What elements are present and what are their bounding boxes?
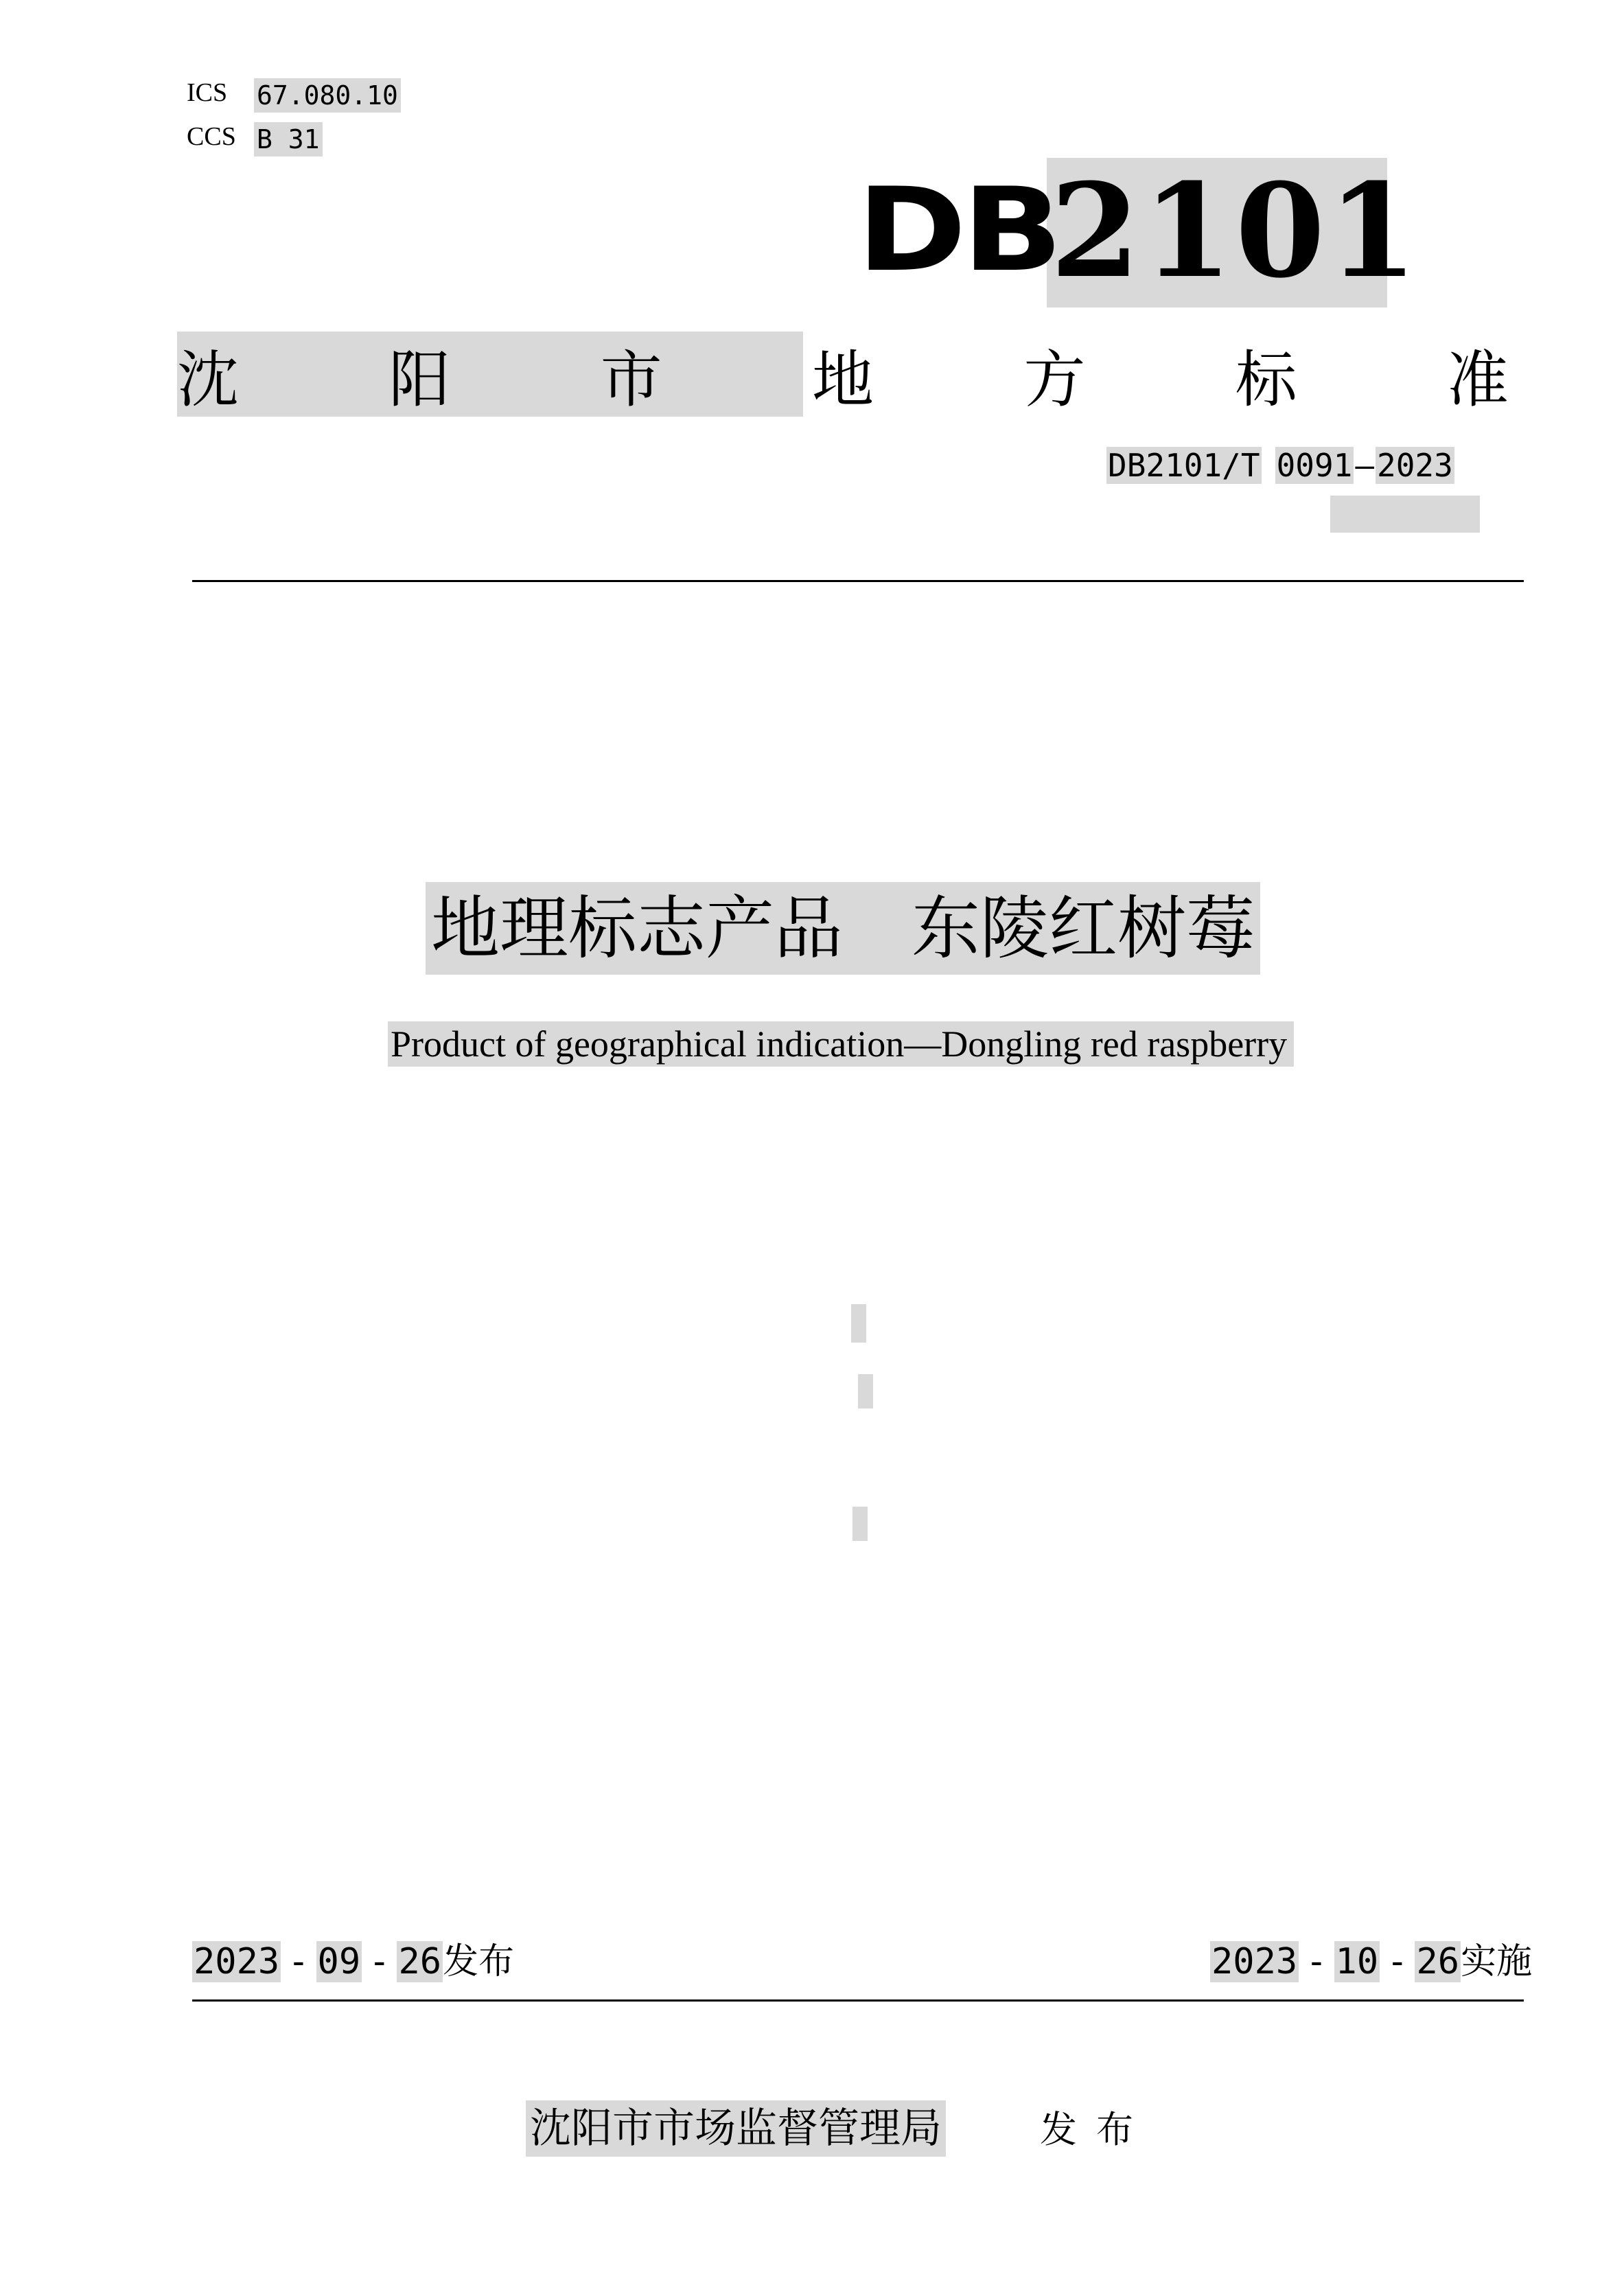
ccs-value: B 31 bbox=[254, 122, 323, 156]
blank-mark bbox=[852, 1507, 868, 1541]
publisher-name: 沈阳市市场监督管理局 bbox=[526, 2100, 946, 2157]
implementation-month: 10 bbox=[1335, 1941, 1379, 1982]
date-separator: - bbox=[288, 1941, 310, 1982]
standard-type-char: 市 bbox=[600, 344, 662, 416]
ccs-label: CCS bbox=[187, 122, 236, 151]
standard-type-char: 方 bbox=[1023, 344, 1086, 416]
title-english: Product of geographical indication—Dongling red raspberry bbox=[388, 1021, 1294, 1067]
release-date bbox=[192, 1939, 514, 1985]
document-code-highlight bbox=[1330, 496, 1480, 533]
standard-type-char: 准 bbox=[1446, 344, 1509, 416]
footer-divider bbox=[192, 1999, 1524, 2002]
blank-mark bbox=[858, 1374, 873, 1408]
title-chinese: 地理标志产品 东陵红树莓 bbox=[426, 882, 1260, 975]
publish-action: 发布 bbox=[1040, 2108, 1152, 2151]
ics-label: ICS bbox=[187, 78, 228, 107]
standard-type-char: 标 bbox=[1235, 344, 1297, 416]
implementation-date bbox=[1210, 1939, 1532, 1985]
implementation-day: 26 bbox=[1416, 1941, 1460, 1982]
implementation-action: 实施 bbox=[1461, 1941, 1533, 1982]
document-code bbox=[1106, 445, 1454, 486]
document-code-number: 0091 bbox=[1276, 447, 1353, 484]
blank-mark bbox=[851, 1304, 866, 1343]
standard-prefix: DB bbox=[857, 163, 1058, 297]
release-action: 发布 bbox=[443, 1941, 515, 1982]
standard-type-char: 沈 bbox=[177, 344, 239, 416]
release-day: 26 bbox=[398, 1941, 442, 1982]
release-month: 09 bbox=[317, 1941, 361, 1982]
standard-type-char: 阳 bbox=[388, 344, 451, 416]
ics-value: 67.080.10 bbox=[254, 78, 401, 113]
date-separator: - bbox=[1387, 1941, 1408, 1982]
document-code-prefix: DB2101/T bbox=[1108, 447, 1260, 484]
date-separator: - bbox=[369, 1941, 391, 1982]
document-code-year: 2023 bbox=[1377, 447, 1453, 484]
release-year: 2023 bbox=[194, 1941, 280, 1982]
standard-type bbox=[177, 329, 1509, 419]
standard-number: 2101 bbox=[1050, 155, 1421, 307]
header-divider bbox=[192, 580, 1524, 582]
implementation-year: 2023 bbox=[1211, 1941, 1298, 1982]
date-separator: - bbox=[1306, 1941, 1327, 1982]
standard-type-char: 地 bbox=[811, 344, 874, 416]
document-code-dash: — bbox=[1355, 447, 1375, 484]
